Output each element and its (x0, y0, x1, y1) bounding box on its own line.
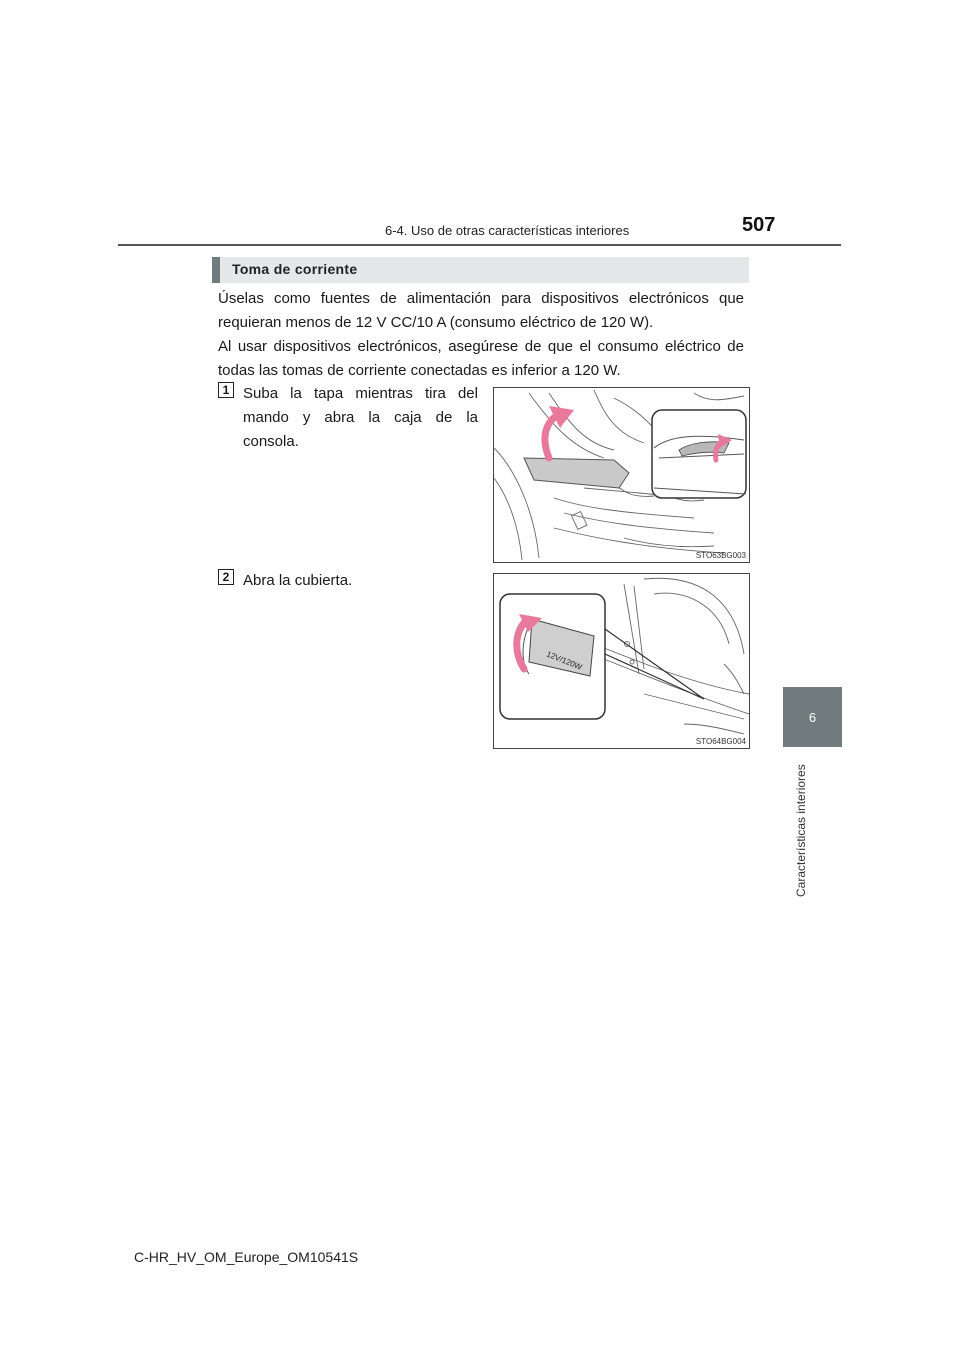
warning-paragraph: Al usar dispositivos electrónicos, asegúrese de que el consumo eléctrico de todas las tomas de corriente conectadas es inferior a 120 W. (218, 338, 744, 379)
outlet-cover-illustration (494, 574, 749, 748)
figure-1-code: STO63BG003 (695, 551, 746, 560)
page-number: 507 (742, 214, 776, 236)
figure-2-code: STO64BG004 (695, 737, 746, 746)
chapter-title: Características interiores (794, 764, 808, 897)
footer-doc-id: C-HR_HV_OM_Europe_OM10541S (134, 1249, 359, 1265)
header-section-title: 6-4. Uso de otras características interiores (385, 223, 630, 238)
chapter-number: 6 (808, 709, 817, 725)
chapter-tab (783, 687, 842, 747)
step-1-text: Suba la tapa mientras tira del mando y abra la caja de la consola. (243, 385, 478, 450)
intro-paragraph: Úselas como fuentes de alimentación para dispositivos electrónicos que requieran menos de 12 V CC/10 A (consumo eléctrico de 120 W). (218, 290, 744, 331)
cover-label: 12V/120W (545, 649, 584, 672)
figure-outlet-cover (493, 573, 750, 749)
header-divider (118, 244, 841, 246)
section-title: Toma de corriente (232, 261, 358, 277)
console-box-illustration (494, 388, 749, 562)
step-2-text: Abra la cubierta. (243, 572, 353, 589)
step-1-number: 1 (218, 382, 234, 398)
figure-console-box (493, 387, 750, 563)
chapter-side-label (794, 757, 810, 897)
step-2-number: 2 (218, 569, 234, 585)
section-heading (212, 257, 749, 283)
